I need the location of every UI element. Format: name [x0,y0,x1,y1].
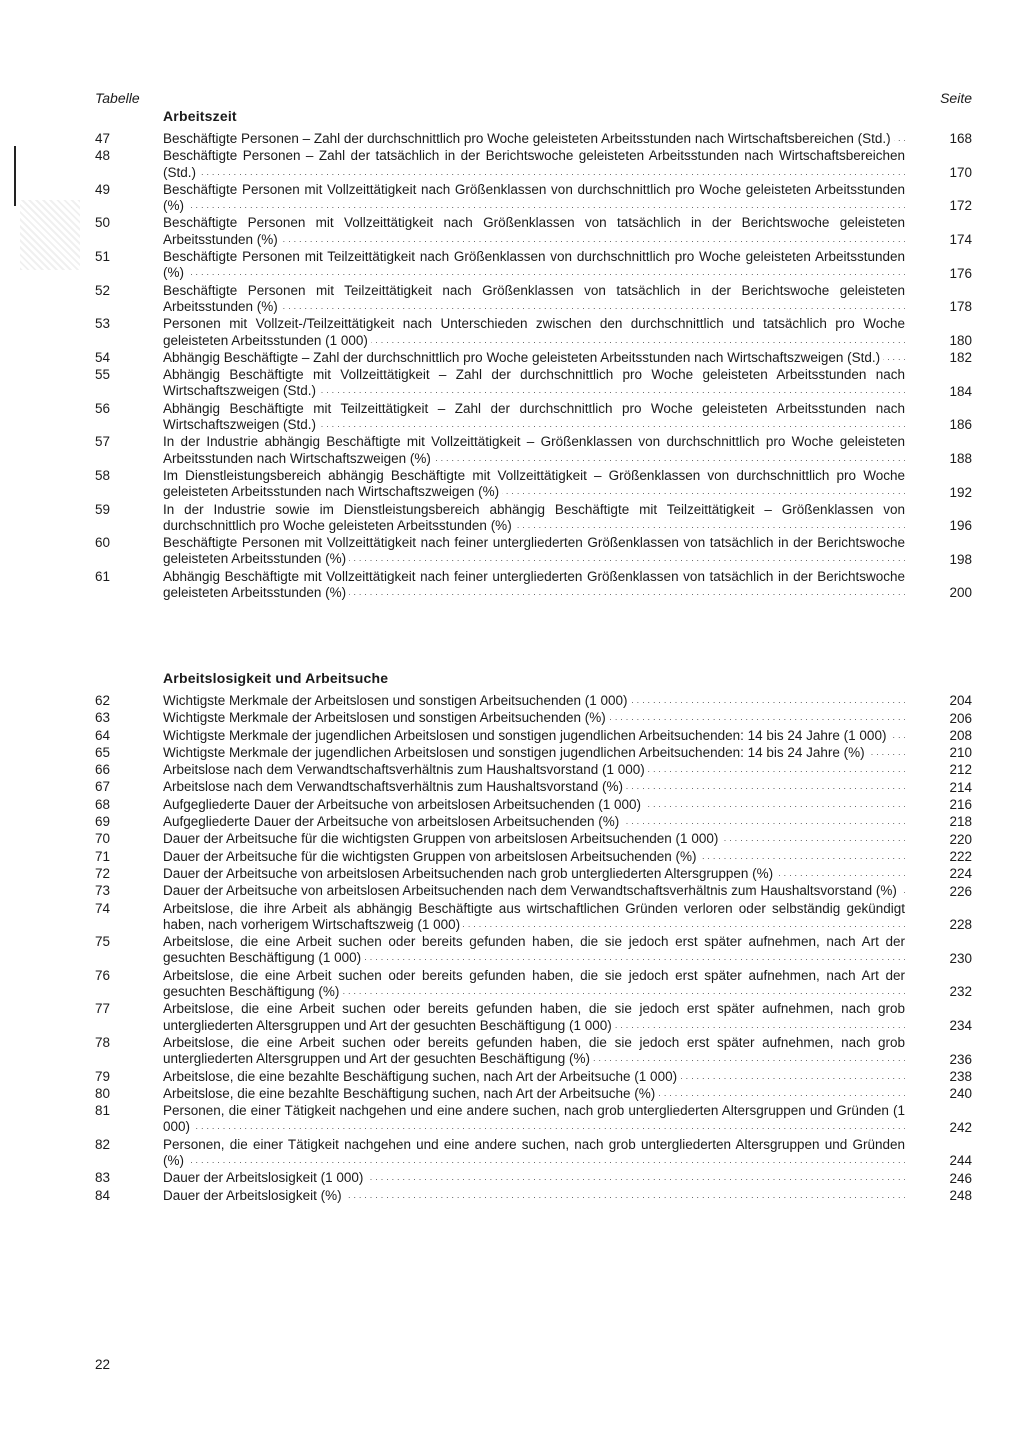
table-title-text: Wichtigste Merkmale der Arbeitslosen und sonstigen Arbeitsuchenden (1 000) [163,693,631,708]
page-reference: 208 [949,727,972,743]
table-number: 78 [95,1034,111,1050]
table-number: 74 [95,900,111,916]
toc-entry [0,1069,1024,1085]
table-title-text: Arbeitslose nach dem Verwandtschaftsverhältnis zum Haushaltsvorstand (%) [163,779,626,794]
table-title-text: Personen mit Vollzeit-/Teilzeittätigkeit nach Unterschieden zwischen den durchschnittlich und tatsächlich pro Woche geleisteten Arbeitsstunden (1 000) [163,316,905,348]
page-reference: 230 [949,950,972,966]
table-number: 67 [95,779,111,795]
table-title [163,762,905,778]
table-number: 54 [95,349,111,365]
table-title [163,1086,905,1102]
toc-entry [0,883,1024,899]
table-title [163,434,905,467]
toc-entry [0,693,1024,709]
toc-entry [0,849,1024,865]
table-number: 60 [95,535,111,551]
page-reference: 168 [949,131,972,147]
table-number: 83 [95,1170,111,1186]
table-title [163,350,905,366]
toc-entry [0,468,1024,501]
table-title [163,148,905,181]
toc-entry [0,831,1024,847]
toc-list-arbeitszeit [0,131,1024,602]
toc-entry [0,1188,1024,1204]
table-title [163,1137,905,1170]
page-reference: 214 [949,779,972,795]
page-reference: 198 [949,551,972,567]
table-number: 58 [95,467,111,483]
table-title-text: Aufgegliederte Dauer der Arbeitsuche von arbeitslosen Arbeitsuchenden (%) [163,814,622,829]
page-reference: 196 [949,518,972,534]
table-title [163,131,905,147]
table-number: 61 [95,568,111,584]
page-reference: 206 [949,710,972,726]
table-title [163,316,905,349]
table-number: 79 [95,1068,111,1084]
page-reference: 218 [949,814,972,830]
table-number: 50 [95,215,111,231]
table-title [163,1103,905,1136]
table-title-text: Arbeitslose, die eine Arbeit suchen oder bereits gefunden haben, die sie jedoch erst später aufnehmen, nach Art der gesuchten Beschäftigung (%) [163,967,905,1000]
page-reference: 228 [949,917,972,933]
table-title [163,728,905,744]
table-title [163,901,905,934]
page-reference: 188 [949,450,972,466]
table-number: 75 [95,934,111,950]
table-title [163,866,905,882]
table-title-text: Dauer der Arbeitslosigkeit (%) [163,1188,345,1203]
toc-entry [0,350,1024,366]
table-title-text: Abhängig Beschäftigte mit Vollzeittätigkeit nach feiner untergliederten Größenklassen von tatsächlich in der Berichtswoche geleisteten Arbeitsstunden (%) [163,568,905,601]
toc-entry [0,745,1024,761]
page-reference: 212 [949,762,972,778]
toc-entry [0,1035,1024,1068]
page-reference: 184 [949,383,972,399]
toc-entry [0,814,1024,830]
table-number: 71 [95,848,111,864]
column-header-table: Tabelle [95,90,140,106]
page-reference: 240 [949,1086,972,1102]
toc-entry [0,762,1024,778]
toc-entry [0,901,1024,934]
table-number: 47 [95,131,111,146]
table-title-text: Arbeitslose, die eine bezahlte Beschäftigung suchen, nach Art der Arbeitsuche (1 000) [163,1069,680,1084]
toc-entry [0,283,1024,316]
table-title-text: Wichtigste Merkmale der jugendlichen Arbeitslosen und sonstigen jugendlichen Arbeitsuchenden: 14 bis 24 Jahre (%) [163,745,868,760]
column-header-page: Seite [940,90,972,106]
page-reference: 248 [949,1187,972,1203]
table-title [163,215,905,248]
table-title-text: Abhängig Beschäftigte mit Teilzeittätigkeit – Zahl der durchschnittlich pro Woche geleisteten Arbeitsstunden nach Wirtschaftszweigen (Std.) [163,400,905,433]
table-title [163,401,905,434]
page-number: 22 [95,1357,111,1372]
toc-entry [0,866,1024,882]
table-number: 69 [95,814,111,830]
page-reference: 242 [949,1119,972,1135]
section-title-arbeitslosigkeit: Arbeitslosigkeit und Arbeitsuche [163,670,389,686]
table-title-text: Personen, die einer Tätigkeit nachgehen und eine andere suchen, nach grob untergliederten Altersgruppen und Gründen (1 000) [163,1103,905,1135]
table-title-text: In der Industrie abhängig Beschäftigte mit Vollzeittätigkeit – Größenklassen von durchschnittlich pro Woche geleisteten Arbeitsstunden nach Wirtschaftszweigen (%) [163,434,905,466]
table-number: 48 [95,148,111,164]
table-title-text: Aufgegliederte Dauer der Arbeitsuche von arbeitslosen Arbeitsuchenden (1 000) [163,797,644,812]
page-reference: 204 [949,693,972,709]
table-title-text: Beschäftigte Personen – Zahl der tatsächlich in der Berichtswoche geleisteten Arbeitsstunden nach Wirtschaftsbereichen (Std.) [163,148,905,180]
table-number: 56 [95,400,111,416]
table-title [163,1188,905,1204]
table-title-text: Beschäftigte Personen mit Vollzeittätigkeit nach Größenklassen von tatsächlich in der Berichtswoche geleisteten Arbeitsstunden (%) [163,215,905,247]
table-title [163,1170,905,1186]
toc-entry [0,367,1024,400]
table-title [163,468,905,501]
table-title [163,968,905,1001]
table-title [163,710,905,726]
table-number: 63 [95,710,111,726]
toc-entry [0,797,1024,813]
table-title-text: Arbeitslose, die eine Arbeit suchen oder bereits gefunden haben, die sie jedoch erst später aufnehmen, nach grob untergliederten Altersgruppen und Art der gesuchten Beschäftigung (1 000) [163,1001,905,1033]
page-reference: 224 [949,866,972,882]
table-number: 73 [95,883,111,899]
page-reference: 246 [949,1170,972,1186]
page-reference: 192 [949,484,972,500]
page-reference: 186 [949,417,972,433]
page-reference: 210 [949,745,972,761]
toc-entry [0,502,1024,535]
table-title [163,182,905,215]
table-title [163,569,905,602]
table-title [163,283,905,316]
toc-entry [0,1001,1024,1034]
table-number: 66 [95,762,111,778]
table-number: 57 [95,434,111,450]
toc-entry [0,249,1024,282]
toc-entry [0,710,1024,726]
table-title-text: Im Dienstleistungsbereich abhängig Beschäftigte mit Vollzeittätigkeit – Größenklassen von durchschnittlich pro Woche geleisteten Arbeitsstunden nach Wirtschaftszweigen (%) [163,467,905,500]
table-title-text: Arbeitslose, die eine Arbeit suchen oder bereits gefunden haben, die sie jedoch erst später aufnehmen, nach Art der gesuchten Beschäftigung (1 000) [163,934,905,966]
toc-entry [0,1086,1024,1102]
table-title-text: Personen, die einer Tätigkeit nachgehen und eine andere suchen, nach grob untergliederten Altersgruppen und Gründen (%) [163,1136,905,1169]
page-reference: 200 [949,585,972,601]
toc-list-arbeitslosigkeit [0,693,1024,1205]
table-title-text: Beschäftigte Personen mit Vollzeittätigkeit nach Größenklassen von durchschnittlich pro Woche geleisteten Arbeitsstunden (%) [163,181,905,214]
page-reference: 176 [949,265,972,281]
table-title [163,849,905,865]
toc-entry [0,1170,1024,1186]
table-title-text: Abhängig Beschäftigte mit Vollzeittätigkeit – Zahl der durchschnittlich pro Woche geleisteten Arbeitsstunden nach Wirtschaftszweigen (Std.) [163,367,905,399]
toc-entry [0,934,1024,967]
table-title-text: Dauer der Arbeitsuche von arbeitslosen Arbeitsuchenden nach grob untergliederten Altersgruppen (%) [163,866,776,881]
table-title [163,535,905,568]
toc-entry [0,401,1024,434]
table-number: 82 [95,1136,111,1152]
page-reference: 232 [949,984,972,1000]
table-title [163,934,905,967]
table-title-text: Abhängig Beschäftigte – Zahl der durchschnittlich pro Woche geleisteten Arbeitsstunden nach Wirtschaftszweigen (Std.) [163,350,883,365]
table-title-text: Beschäftigte Personen – Zahl der durchschnittlich pro Woche geleisteten Arbeitsstunden nach Wirtschaftsbereichen (Std.) [163,131,894,146]
table-title-text: Beschäftigte Personen mit Vollzeittätigkeit nach feiner untergliederten Größenklassen von tatsächlich in der Berichtswoche geleisteten Arbeitsstunden (%) [163,535,905,567]
table-number: 55 [95,367,111,383]
table-number: 64 [95,727,111,743]
table-title-text: Dauer der Arbeitsuche für die wichtigsten Gruppen von arbeitslosen Arbeitsuchenden (%) [163,849,700,864]
toc-entry [0,215,1024,248]
section-title-arbeitszeit: Arbeitszeit [163,108,237,124]
table-number: 77 [95,1001,111,1017]
table-title-text: Beschäftigte Personen mit Teilzeittätigkeit nach Größenklassen von tatsächlich in der Berichtswoche geleisteten Arbeitsstunden (%) [163,282,905,314]
page-reference: 238 [949,1068,972,1084]
page-reference: 172 [949,198,972,214]
toc-entry [0,182,1024,215]
page-reference: 234 [949,1017,972,1033]
table-title-text: Arbeitslose, die eine Arbeit suchen oder bereits gefunden haben, die sie jedoch erst später aufnehmen, nach grob untergliederten Altersgruppen und Art der gesuchten Beschäftigung (%) [163,1034,905,1067]
page-reference: 226 [949,883,972,899]
table-number: 76 [95,967,111,983]
page-reference: 236 [949,1051,972,1067]
table-title [163,693,905,709]
table-title [163,745,905,761]
table-title [163,1069,905,1085]
table-number: 72 [95,865,111,881]
page-reference: 174 [949,232,972,248]
table-title-text: Wichtigste Merkmale der jugendlichen Arbeitslosen und sonstigen jugendlichen Arbeitsuchenden: 14 bis 24 Jahre (1 000) [163,728,889,743]
toc-entry [0,728,1024,744]
table-number: 52 [95,282,111,298]
toc-entry [0,1137,1024,1170]
table-number: 65 [95,744,111,760]
toc-entry [0,569,1024,602]
table-title [163,814,905,830]
page-reference: 216 [949,797,972,813]
toc-entry [0,148,1024,181]
table-title [163,883,905,899]
table-number: 84 [95,1187,111,1203]
toc-entry [0,131,1024,147]
toc-entry [0,779,1024,795]
table-title [163,797,905,813]
toc-entry [0,1103,1024,1136]
page-reference: 222 [949,848,972,864]
table-number: 59 [95,501,111,517]
table-number: 68 [95,796,111,812]
table-title-text: Arbeitslose, die eine bezahlte Beschäftigung suchen, nach Art der Arbeitsuche (%) [163,1086,658,1101]
table-number: 49 [95,181,111,197]
table-title [163,779,905,795]
page-reference: 244 [949,1153,972,1169]
page-reference: 182 [949,350,972,366]
toc-entry [0,316,1024,349]
page-reference: 180 [949,332,972,348]
table-title-text: Dauer der Arbeitslosigkeit (1 000) [163,1170,366,1185]
page-reference: 220 [949,831,972,847]
table-number: 62 [95,693,111,708]
toc-entry [0,535,1024,568]
table-title [163,249,905,282]
table-number: 80 [95,1085,111,1101]
table-title-text: Wichtigste Merkmale der Arbeitslosen und sonstigen Arbeitsuchenden (%) [163,710,609,725]
table-title-text: Arbeitslose nach dem Verwandtschaftsverhältnis zum Haushaltsvorstand (1 000) [163,762,648,777]
table-title [163,1001,905,1034]
table-number: 53 [95,316,111,332]
table-title-text: In der Industrie sowie im Dienstleistungsbereich abhängig Beschäftigte mit Teilzeittätigkeit – Größenklassen von durchschnittlich pro Woche geleisteten Arbeitsstunden (%) [163,501,905,533]
table-number: 51 [95,249,111,265]
table-title-text: Dauer der Arbeitsuche für die wichtigsten Gruppen von arbeitslosen Arbeitsuchenden (1 000) [163,831,721,846]
toc-entry [0,968,1024,1001]
page-reference: 178 [949,299,972,315]
table-title [163,831,905,847]
toc-entry [0,434,1024,467]
table-title [163,1035,905,1068]
table-title-text: Beschäftigte Personen mit Teilzeittätigkeit nach Größenklassen von durchschnittlich pro Woche geleisteten Arbeitsstunden (%) [163,249,905,281]
table-title [163,367,905,400]
page-reference: 170 [949,164,972,180]
table-number: 70 [95,831,111,847]
table-title-text: Arbeitslose, die ihre Arbeit als abhängig Beschäftigte aus wirtschaftlichen Gründen verloren oder selbständig gekündigt haben, nach vorherigem Wirtschaftszweig (1 000) [163,900,905,932]
table-title-text: Dauer der Arbeitsuche von arbeitslosen Arbeitsuchenden nach dem Verwandtschaftsverhältnis zum Haushaltsvorstand (%) [163,883,900,898]
table-number: 81 [95,1103,111,1119]
table-title [163,502,905,535]
